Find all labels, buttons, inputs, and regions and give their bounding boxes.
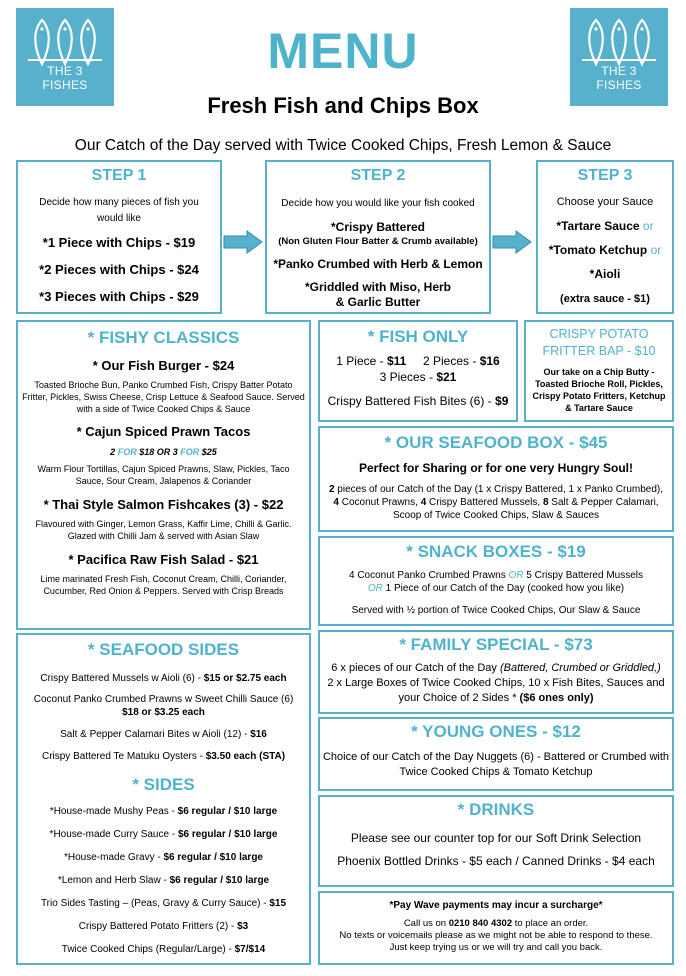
notice-panel [318,891,674,965]
young-ones-title: * YOUNG ONES - $12 [411,722,581,741]
menu-item-name: * Pacifica Raw Fish Salad - $21 [68,552,259,567]
fish-only-prices: 1 Piece - $11 2 Pieces - $16 [336,354,500,368]
family-special-title: * FAMILY SPECIAL - $73 [399,635,593,654]
step2-title: STEP 2 [350,167,406,184]
sides-title: * SIDES [132,775,195,794]
seafood-box-sub: Perfect for Sharing or for one very Hungry Soul! [358,461,634,475]
step1-item: *3 Pieces with Chips - $29 [39,289,199,304]
menu-item-desc: Toasted Brioche Bun, Panko Crumbed Fish, Crispy Batter Potato Fritter, Pickles, Swiss Cheese, Crisp Lettuce & Seafood Sauce. Served with a side of Twice Cooked Chips & Sauce [22,380,305,414]
step1-box [16,160,222,314]
menu-item-name: * Our Fish Burger - $24 [92,358,235,373]
side-item: *House-made Gravy - $6 regular / $10 large [64,852,263,863]
drinks-line: Please see our counter top for our Soft Drink Selection [350,831,642,845]
step3-box [536,160,674,314]
seafood-box-panel [318,426,674,532]
surcharge-notice: *Pay Wave payments may incur a surcharge* [389,900,603,911]
family-line: 2 x Large Boxes of Twice Cooked Chips, 10 x Fish Bites, Sauces and [327,677,665,689]
family-line: 6 x pieces of our Catch of the Day (Battered, Crumbed or Griddled,) [331,662,661,674]
step2-option: *Crispy Battered [330,220,426,234]
phone-line: Call us on 0210 840 4302 to place an order. [403,918,589,929]
brand-name: THE 3 FISHES [28,59,102,92]
side-item: Crispy Battered Potato Fritters (2) - $3 [78,921,249,932]
family-special-panel [318,630,674,714]
fishy-classics-title: * FISHY CLASSICS [87,328,240,347]
notice-line: No texts or voicemails please as we might not be able to respond to these. [339,930,653,941]
side-item: *House-made Mushy Peas - $6 regular / $10 large [49,806,278,817]
side-item: Crispy Battered Mussels w Aioli (6) - $15 or $2.75 each [40,673,287,684]
side-item: *Lemon and Herb Slaw - $6 regular / $10 large [57,875,270,886]
snack-line: OR 1 Piece of our Catch of the Day (cooked how you like) [367,583,625,594]
snack-line: 4 Coconut Panko Crumbed Prawns OR 5 Crispy Battered Mussels [348,570,644,581]
brand-name: THE 3 FISHES [582,59,656,92]
step1-desc: Decide how many pieces of fish you would like [39,197,199,224]
step2-option: *Panko Crumbed with Herb & Lemon [273,257,483,271]
sauce-option: *Tartare Sauce or [556,219,654,233]
fish-bites-price: Crispy Battered Fish Bites (6) - $9 [327,394,509,408]
seafood-sides-title: * SEAFOOD SIDES [87,640,240,659]
menu-item-name: * Cajun Spiced Prawn Tacos [76,424,251,439]
young-ones-panel [318,717,674,791]
step2-option-cont: & Garlic Butter [335,295,421,309]
fish-only-title: * FISH ONLY [367,327,469,346]
snack-boxes-title: * SNACK BOXES - $19 [406,542,586,561]
young-line: Choice of our Catch of the Day Nuggets (6) - Battered or Crumbed with [322,751,670,763]
side-item: Trio Sides Tasting – (Peas, Gravy & Curry Sauce) - $15 [40,898,287,909]
side-item: Crispy Battered Te Matuku Oysters - $3.50 each (STA) [41,751,286,762]
tagline: Our Catch of the Day served with Twice Cooked Chips, Fresh Lemon & Sauce [74,137,612,154]
drinks-line: Phoenix Bottled Drinks - $5 each / Canned Drinks - $4 each [337,854,655,868]
step2-option: *Griddled with Miso, Herb [304,280,451,294]
menu-item-desc: Lime marinated Fresh Fish, Coconut Cream, Chilli, Coriander, Cucumber, Red Onion & Peppers. Served with Crisp Breads [40,574,287,596]
step1-item: *1 Piece with Chips - $19 [42,235,196,250]
menu-item-desc: Warm Flour Tortillas, Cajun Spiced Prawns, Slaw, Pickles, Taco Sauce, Sour Cream, Jalapenos & Coriander [37,464,290,486]
side-item: Coconut Panko Crumbed Prawns w Sweet Chilli Sauce (6) [33,694,294,705]
step1-item: *2 Pieces with Chips - $24 [39,262,199,277]
family-line: your Choice of 2 Sides * ($6 ones only) [398,692,594,704]
bap-desc: Our take on a Chip Butty - Toasted Brioche Roll, Pickles, Crispy Potato Fritters, Ketchup & Tartare Sauce [532,367,666,413]
arrow-right-icon [223,230,263,254]
sides-box [16,633,311,965]
tacos-pricing: 2 FOR $18 OR 3 FOR $25 [110,447,217,457]
menu-item-desc: Flavoured with Ginger, Lemon Grass, Kaffir Lime, Chilli & Garlic. Glazed with Chilli Jam & served with Asian Slaw [35,519,292,541]
step3-desc: Choose your Sauce [556,196,654,208]
notice-line: Just keep trying us or we will try and call you back. [389,942,603,953]
sauce-option: *Tomato Ketchup or [548,243,662,257]
young-line: Twice Cooked Chips & Tomato Ketchup [399,766,593,778]
side-item: *House-made Curry Sauce - $6 regular / $10 large [49,829,278,840]
step3-title: STEP 3 [577,167,633,184]
step2-box [265,160,491,314]
step2-desc: Decide how you would like your fish cooked [281,198,475,209]
side-item: Salt & Pepper Calamari Bites w Aioli (12) - $16 [60,729,267,740]
seafood-box-line: 2 pieces of our Catch of the Day (1 x Crispy Battered, 1 x Panko Crumbed), [328,484,664,495]
drinks-title: * DRINKS [457,800,535,819]
menu-item-name: * Thai Style Salmon Fishcakes (3) - $22 [43,497,284,512]
side-item: Twice Cooked Chips (Regular/Large) - $7/$14 [61,944,266,955]
seafood-box-line: Scoop of Twice Cooked Chips, Slaw & Sauces [392,510,600,521]
page-title: MENU [267,23,419,79]
sauce-option: *Aioli [589,267,621,281]
extra-sauce-price: (extra sauce - $1) [560,293,650,305]
seafood-box-title: * OUR SEAFOOD BOX - $45 [384,433,608,452]
snack-line: Served with ½ portion of Twice Cooked Chips, Our Slaw & Sauce [351,605,641,616]
seafood-box-line: 4 Coconut Prawns, 4 Crispy Battered Mussels, 8 Salt & Pepper Calamari, [333,497,659,508]
page-subtitle: Fresh Fish and Chips Box [207,93,479,118]
arrow-right-icon [492,230,532,254]
bap-box [524,320,674,422]
fishy-classics-box [16,320,311,630]
fish-only-box [318,320,518,422]
step2-option-note: (Non Gluten Flour Batter & Crumb available) [278,236,478,247]
side-item-price: $18 or $3.25 each [122,707,205,718]
bap-title: CRISPY POTATO FRITTER BAP - $10 [542,327,656,358]
drinks-panel [318,795,674,887]
step1-title: STEP 1 [91,167,147,184]
fish-only-prices: 3 Pieces - $21 [379,370,457,384]
snack-boxes-panel [318,536,674,626]
